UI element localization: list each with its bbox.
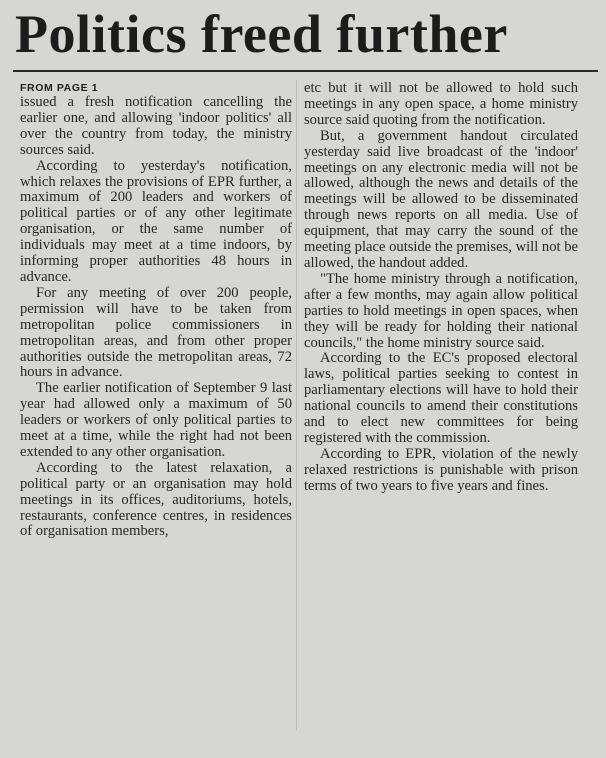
paragraph: According to EPR, violation of the newly relaxed restrictions is punishable with prison terms of two years to five years and fines.	[304, 445, 578, 494]
paragraph: etc but it will not be allowed to hold such meetings in any open space, a home ministry source said quoting from the notification.	[304, 80, 578, 128]
headline: Politics freed further	[15, 4, 508, 64]
article-column-left	[20, 82, 292, 540]
paragraph: According to the latest relaxation, a political party or an organisation may hold meetings in its offices, auditoriums, hotels, restaurants, conference centres, in residences of organisation members,	[20, 459, 292, 540]
paragraph: For any meeting of over 200 people, permission will have to be taken from metropolitan police commissioners in metropolitan areas, and from other proper authorities outside the metropolitan areas, 72 hours in advance.	[20, 284, 292, 381]
paragraph: issued a fresh notification cancelling the earlier one, and allowing 'indoor politics' all over the country from today, the ministry sources said.	[20, 94, 292, 158]
kicker-from-page: FROM PAGE 1	[20, 82, 99, 94]
paragraph: According to the EC's proposed electoral laws, political parties seeking to contest in parliamentary elections will have to hold their national councils to amend their constitutions and to elect new committees for being registered with the commission.	[304, 350, 578, 446]
paragraph: "The home ministry through a notification, after a few months, may again allow political parties to hold meetings in open spaces, when they will be ready for holding their national councils," the home ministry source said.	[304, 270, 578, 351]
paragraph: According to yesterday's notification, which relaxes the provisions of EPR further, a maximum of 200 leaders and workers of political parties or of any other legitimate organisation, or the same number of individuals may meet at a time indoors, by informing proper authorities 48 hours in advance.	[20, 157, 292, 285]
paragraph: The earlier notification of September 9 last year had allowed only a maximum of 50 leaders or workers of only political parties to meet at a time, while the right had not been extended to any other organisation.	[20, 380, 292, 460]
article-column-right	[304, 81, 578, 495]
headline-rule	[13, 70, 598, 72]
column-divider	[296, 80, 297, 730]
paragraph: But, a government handout circulated yesterday said live broadcast of the 'indoor' meetings on any electronic media will not be allowed, although the news and details of the meetings will be allowed to be disseminated through news reports on all media. Use of equipment, that may carry the sound of the meeting place outside the premises, will not be allowed, the handout added.	[304, 127, 578, 271]
